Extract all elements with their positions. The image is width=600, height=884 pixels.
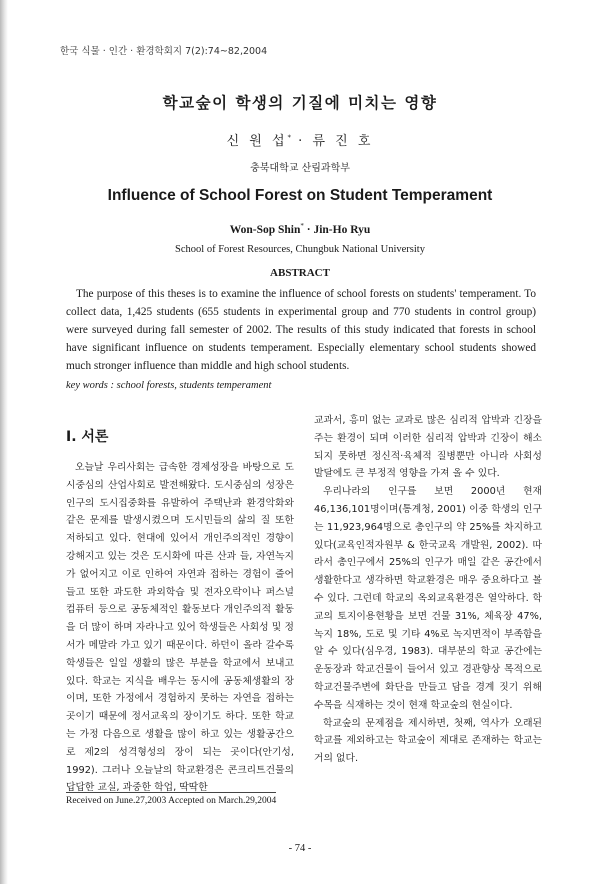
body-left-column: [66, 459, 294, 797]
body-paragraph: 교과서, 흥미 없는 교과로 많은 심리적 압박과 긴장을 주는 환경이 되며 이러한 심리적 압박과 긴장이 해소되지 못하면 정신적·육체적 질병뿐만 아니라 사회성 발달에도 큰 부정적 영향을 가져 올 수 있다.: [314, 415, 542, 480]
english-title: Influence of School Forest on Student Temperament: [107, 187, 493, 204]
journal-header: 한국 식물 · 인간 · 환경학회지 7(2):74~82,2004: [60, 46, 268, 57]
page-number: - 74 -: [288, 843, 312, 854]
received-footnote: Received on June.27,2003 Accepted on March.29,2004: [66, 796, 277, 806]
body-right-column: [314, 412, 542, 768]
body-paragraph: 오늘날 우리사회는 급속한 경제성장을 바탕으로 도시중심의 산업사회로 발전해왔다. 도시중심의 성장은 인구의 도시집중화를 유발하여 주택난과 환경악화와 같은 문제를 발생시켰으며 도시민들의 삶의 질 또한 저하되고 있다. 현대에 있어서 개인주의적인 경향이 강해지고 있는 것은 도시화에 따른 산과 들, 자연녹지가 없어지고 이로 인하여 자연과 접하는 경험이 줄어들고 또한 과도한 과외학습 및 전자오락이나 퍼스널 컴퓨터 등으로 공동체적인 활동보다 개인주의적 활동을 더 많이 하며 자라나고 있어 학생들은 사회성 및 정서가 메말라 가고 있기 때문이다. 하던이 올라 갈수록 학생들은 일일 생활의 많은 부분을 학교에서 보내고 있다. 학교는 지식을 배우는 동시에 공동체생활의 장이며, 또한 가정에서 경험하지 못하는 자연을 접하는 곳이기 때문에 정서교육의 장이기도 하다. 또한 학교는 가정 다음으로 생활을 많이 하고 있는 생활공간으로 제2의 성격형성의 장이 되는 곳이다(안기성, 1992). 그러나 오늘날의 학교환경은 콘크리트건물의 답답한 교실, 과중한 학업, 딱딱한: [66, 462, 294, 794]
english-author-second: Jin-Ho Ryu: [313, 223, 371, 236]
korean-authors: [0, 130, 600, 149]
footnote-divider: [66, 792, 276, 793]
body-paragraph: 우리나라의 인구를 보면 2000년 현재 46,136,101명이며(통계청, 2001) 이중 학생의 인구는 11,923,964명으로 총인구의 약 25%를 차지하고 있다(교육인적자원부 & 한국교육 개발원, 2002). 따라서 총인구에서 25%의 인구가 매일 같은 공간에서 생활한다고 생각하면 학교환경은 매우 중요하다고 볼 수 있다. 그런데 학교의 옥외교육환경은 열악하다. 학교의 토지이용현황을 보면 건물 31%, 체육장 47%, 녹지 18%, 도로 및 기타 4%로 녹지면적이 부족함을 알 수 있다(심우경, 1983). 대부분의 학교 공간에는 운동장과 학교건물이 들어서 있고 경관향상 목적으로 학교건물주변에 화단을 만들고 담을 경계 짓기 위해 수목을 식재하는 것이 현재 학교숲의 현실이다.: [314, 486, 542, 711]
korean-author-second: 류 진 호: [312, 134, 374, 149]
corresponding-marker-en: *: [300, 222, 304, 230]
english-author-first: Won-Sop Shin: [229, 223, 301, 236]
keywords: key words : school forests, students temperament: [66, 380, 272, 391]
body-paragraph: 학교숲의 문제점을 제시하면, 첫째, 역사가 오래된 학교를 제외하고는 학교숲이 제대로 존재하는 학교는 거의 없다.: [314, 717, 542, 765]
author-separator: ·: [291, 134, 313, 149]
korean-title: 학교숲이 학생의 기질에 미치는 영향: [162, 94, 438, 112]
abstract-text: The purpose of this theses is to examine the influence of school forests on students' temperament. To collect data, 1,425 students (655 students in experimental group and 770 students in control group) were surveyed during fall semester of 2002. The results of this study indicated that forests in school have significant influence on students temperament. Especially elementary school students showed much stronger influence than middle and high school students.: [66, 288, 536, 372]
section-heading-introduction: Ⅰ. 서론: [66, 429, 109, 445]
korean-affiliation: 충북대학교 산림과학부: [250, 163, 350, 174]
corresponding-marker: *: [287, 133, 292, 142]
english-authors: [0, 222, 600, 236]
author-separator-en: ·: [303, 223, 314, 236]
korean-author-first: 신 원 섭: [226, 134, 288, 149]
english-affiliation: School of Forest Resources, Chungbuk National University: [175, 244, 425, 255]
abstract-heading: ABSTRACT: [270, 267, 330, 279]
